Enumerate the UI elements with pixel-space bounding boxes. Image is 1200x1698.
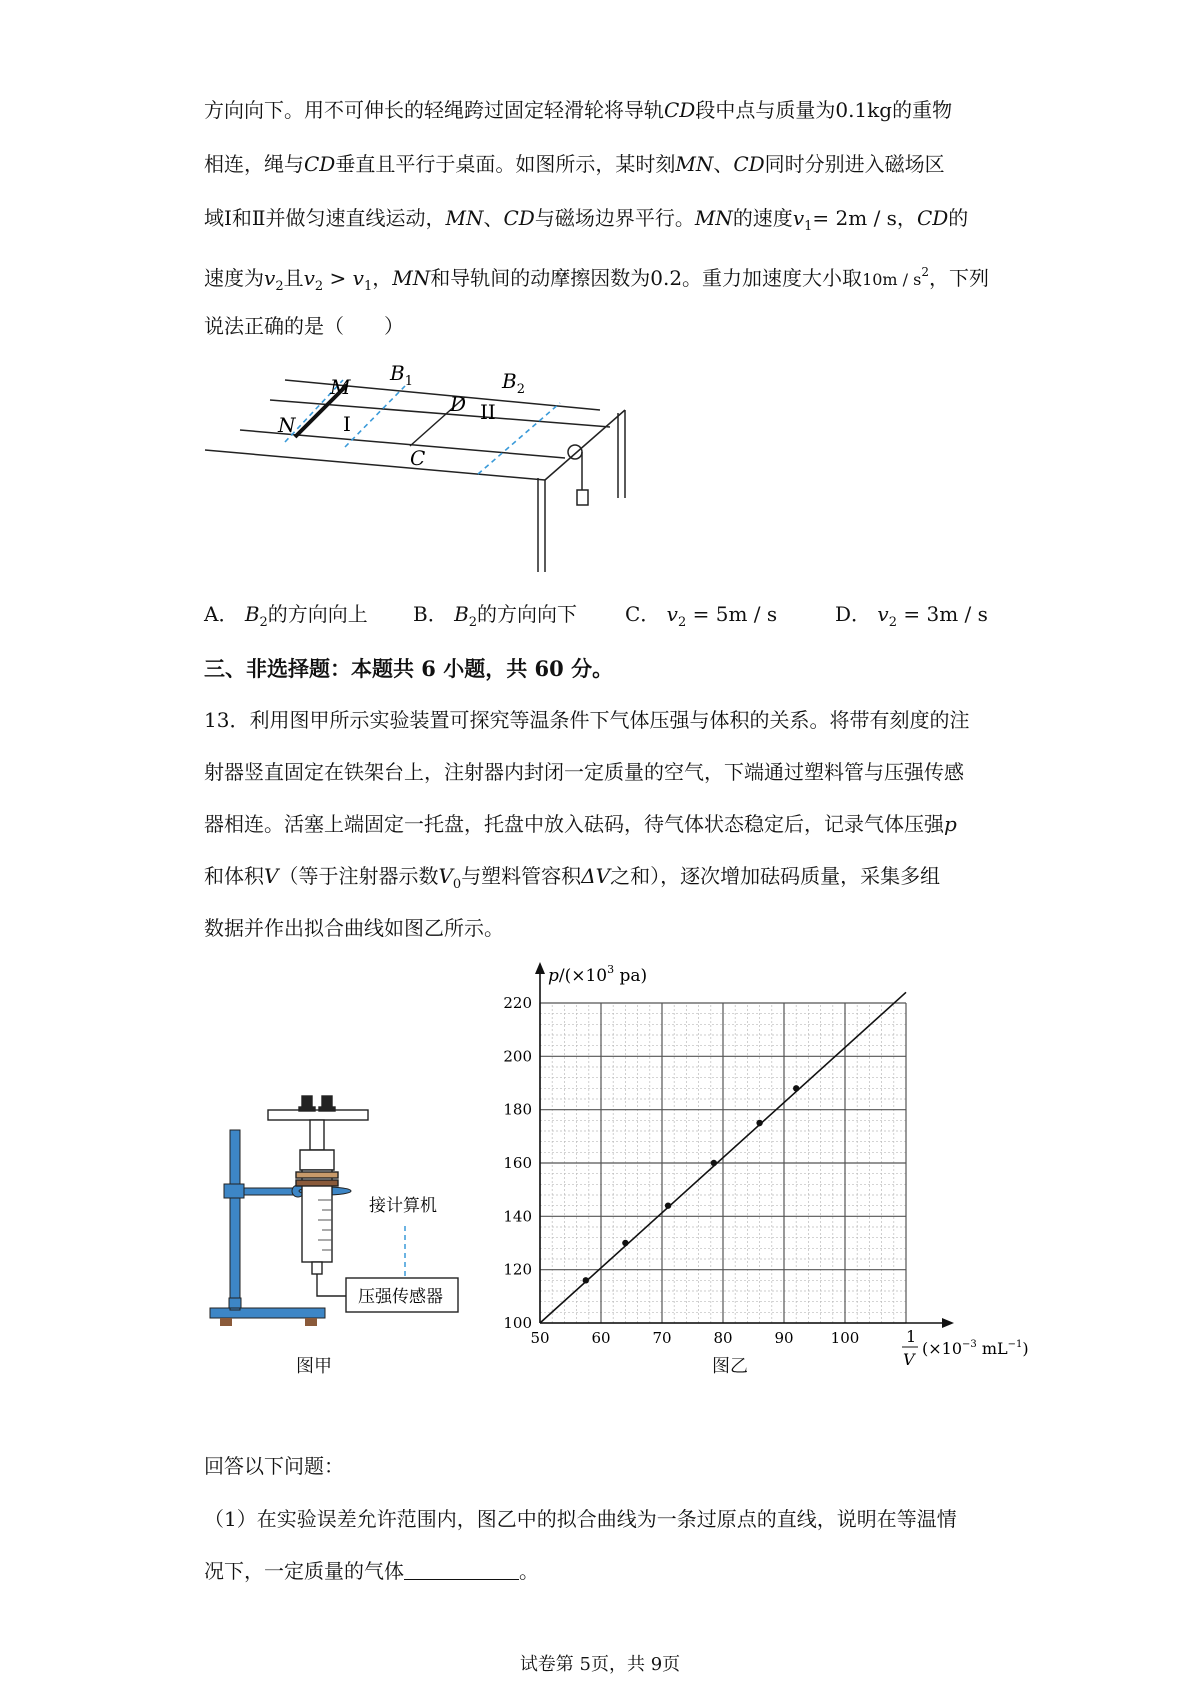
label-b2: $B_2$ (502, 369, 525, 397)
label-b1: $B_1$ (390, 361, 413, 389)
label-pressure-sensor: 压强传感器 (358, 1287, 443, 1307)
data-point (793, 1085, 799, 1091)
paragraph-line-3: 域Ⅰ和Ⅱ并做匀速直线运动，MN、CD与磁场边界平行。MN的速度$v_1= 2m / s$，CD的 (204, 206, 969, 234)
questions-intro: 回答以下问题： (204, 1454, 344, 1478)
caption-yi: 图乙 (712, 1356, 748, 1377)
x-tick-label: 70 (652, 1329, 672, 1347)
x-tick-label: 100 (830, 1329, 860, 1347)
data-point (583, 1277, 589, 1283)
paragraph-line-4: 速度为$v_2$且$v_2 > v_1$，MN和导轨间的动摩擦因数为0.2。重力加速度大小取$10m / s^2$，下列 (204, 265, 990, 294)
data-point (711, 1160, 717, 1166)
y-tick-label: 140 (503, 1207, 532, 1226)
option-b[interactable]: B． $B_2$的方向向下 (413, 602, 578, 630)
data-point (622, 1240, 628, 1246)
label-region-ii: II (480, 400, 496, 424)
q13-line-1: 13．利用图甲所示实验装置可探究等温条件下气体压强与体积的关系。将带有刻度的注 (204, 708, 970, 732)
data-points (583, 1085, 800, 1283)
question-1-line-1: （1）在实验误差允许范围内，图乙中的拟合曲线为一条过原点的直线，说明在等温情 (204, 1507, 957, 1531)
paragraph-line-5: 说法正确的是（ ） (204, 314, 404, 338)
x-axis-label-unit: ($\times 10^{-3}$ $mL^{-1}$) (922, 1339, 1029, 1358)
x-tick-label: 90 (774, 1329, 794, 1347)
paragraph-line-2: 相连，绳与CD垂直且平行于桌面。如图所示，某时刻MN、CD同时分别进入磁场区 (204, 152, 945, 176)
x-axis-arrow (942, 1318, 954, 1328)
q13-line-3: 器相连。活塞上端固定一托盘，托盘中放入砝码，待气体状态稳定后，记录气体压强p (204, 812, 957, 836)
label-region-i: I (343, 412, 351, 436)
data-point (665, 1202, 671, 1208)
page-footer: 试卷第 5页，共 9页 (519, 1654, 681, 1675)
option-c[interactable]: C． $v_2 = 5m / s$ (625, 602, 778, 630)
y-tick-labels (503, 994, 532, 1332)
y-tick-label: 120 (503, 1260, 532, 1279)
label-c: C (410, 446, 426, 470)
q13-line-2: 射器竖直固定在铁架台上，注射器内封闭一定质量的空气，下端通过塑料管与压强传感 (204, 760, 964, 784)
option-a[interactable]: A． $B_2$的方向向上 (204, 602, 368, 630)
q13-line-5: 数据并作出拟合曲线如图乙所示。 (204, 916, 504, 940)
section-heading: 三、非选择题：本题共 6 小题，共 60 分。 (204, 656, 614, 681)
y-tick-label: 200 (503, 1047, 532, 1066)
answer-blank[interactable] (404, 1559, 519, 1580)
x-tick-labels (530, 1329, 859, 1347)
label-computer: 接计算机 (369, 1196, 437, 1216)
x-axis-label-num: 1 (906, 1327, 917, 1346)
x-axis-label-den: V (903, 1350, 915, 1369)
y-tick-label: 100 (503, 1314, 532, 1332)
caption-jia: 图甲 (296, 1356, 332, 1377)
q13-line-4: 和体积V（等于注射器示数$V_0$与塑料管容积ΔV之和），逐次增加砝码质量，采集多组 (204, 864, 941, 892)
y-tick-label: 180 (503, 1100, 532, 1119)
option-d[interactable]: D． $v_2 = 3m / s$ (835, 602, 988, 630)
y-axis-label: $p/(\times 10^3$ pa) (548, 963, 648, 986)
x-tick-label: 60 (591, 1329, 611, 1347)
paragraph-line-1: 方向向下。用不可伸长的轻绳跨过固定轻滑轮将导轨CD段中点与质量为0.1kg的重物 (204, 98, 953, 122)
y-axis-arrow (535, 962, 545, 974)
x-tick-label: 50 (530, 1329, 550, 1347)
label-m: M (330, 375, 351, 399)
data-point (756, 1120, 762, 1126)
label-d: D (450, 392, 467, 416)
x-tick-label: 80 (713, 1329, 733, 1347)
major-grid (540, 1003, 906, 1323)
y-tick-label: 220 (503, 994, 532, 1012)
question-1-line-2: 况下，一定质量的气体 。 (204, 1559, 539, 1583)
y-tick-label: 160 (503, 1154, 532, 1172)
label-n: N (278, 413, 296, 437)
